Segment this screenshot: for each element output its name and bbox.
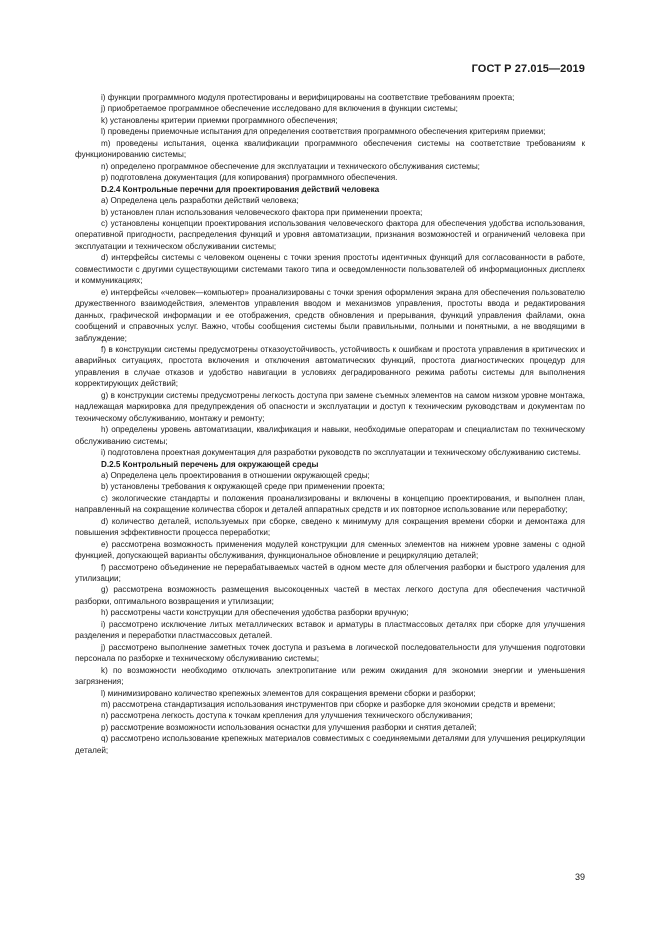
section-heading: D.2.4 Контрольные перечни для проектирования действий человека [101,184,380,194]
list-item: h) рассмотрены части конструкции для обеспечения удобства разборки вручную; [101,608,409,618]
list-item: q) рассмотрено использование крепежных материалов совместимых с соединяемыми деталями для улучшения рециркуляции деталей; [75,734,585,755]
list-item: b) установлен план использования человеческого фактора при применении проекта; [101,207,423,217]
list-item: n) рассмотрена легкость доступа к точкам крепления для улучшения технического обслуживания; [101,711,473,721]
list-item: k) по возможности необходимо отключать электропитание или режим ожидания для экономии энергии и уменьшения загрязнения; [75,665,585,687]
list-item: c) экологические стандарты и положения проанализированы и включены в концепцию проектирования, и выполнен план, направленный на сокращение количества сборок и деталей аппаратных средств и их повторное использование или переработку; [75,493,585,515]
document-id: ГОСТ Р 27.015—2019 [471,63,585,75]
list-item: k) установлены критерии приемки программного обеспечения; [101,115,338,125]
list-item: a) Определена цель проектирования в отношении окружающей среды; [101,470,370,480]
list-item: e) интерфейсы «человек—компьютер» проанализированы с точки зрения оформления экрана для обеспечения пользователю дружественного взаимодействия, элементов управления вводом и механизмов управления, простоты ввода и редактирования данных, графической информации и ее отображения, средств обновления и прерывания, функций управления файлами, окна сообщений и справочных услуг. Важно, чтобы сообщения системы были правильными, полными и понятными, а не вводящими в заблуждение; [75,287,585,343]
list-item: i) подготовлена проектная документация для разработки руководств по эксплуатации и техническому обслуживанию системы. [101,448,581,458]
list-item: d) количество деталей, используемых при сборке, сведено к минимуму для сокращения времени сборки и демонтажа для повышения эффективности процесса переработки; [75,516,585,538]
list-item: g) рассмотрена возможность размещения высокоценных частей в местах легкого доступа для обеспечения частичной разборки, оптимального возвращения и утилизации; [75,585,585,606]
list-item: m) проведены испытания, оценка квалификации программного обеспечения системы на соответствие требованиям к функционированию системы; [75,138,585,160]
list-item: l) минимизировано количество крепежных элементов для сокращения времени сборки и разборки; [101,688,476,698]
section-heading: D.2.5 Контрольный перечень для окружающей среды [101,459,319,469]
list-item: i) рассмотрено исключение литых металлических вставок и арматуры в пластмассовых деталях при сборке для улучшения разделения и переработки пластмассовых деталей. [75,619,585,641]
list-item: i) функции программного модуля протестированы и верифицированы на соответствие требованиям проекта; [101,93,515,102]
list-item: f) рассмотрено объединение не перерабатываемых частей в одном месте для облегчения разборки и быстрого удаления для утилизации; [75,562,585,584]
list-item: a) Определена цель разработки действий человека; [101,196,299,206]
list-item: g) в конструкции системы предусмотрены легкость доступа при замене съемных элементов на самом низком уровне монтажа, надлежащая маркировка для предупреждения об опасности и эксплуатации и доступ к техническим руководствам и документам по техническому обслуживанию, монтажу и ремонту; [75,390,585,423]
list-item: d) интерфейсы системы с человеком оценены с точки зрения простоты идентичных функций для согласованности в работе, совместимости с другими существующими системами такого типа и осведомленности пользователей об информационных дисплеях и коммуникациях; [75,253,585,286]
list-item: m) рассмотрена стандартизация использования инструментов при сборке и разборке для экономии средств и времени; [101,700,556,710]
list-item: f) в конструкции системы предусмотрены отказоустойчивость, устойчивость к ошибкам и простота управления в критических и аварийных ситуациях, простота включения и отключения автоматических функций, простота диагностических процедур для управления в случае отказов и удобство навигации в условиях деградированного режима работы системы для выполнения корректирующих действий; [75,344,585,389]
list-item: j) приобретаемое программное обеспечение исследовано для включения в функции системы; [101,104,458,114]
list-item: h) определены уровень автоматизации, квалификация и навыки, необходимые операторам и специалистам по техническому обслуживанию системы; [75,425,585,446]
list-item: e) рассмотрена возможность применения модулей конструкции для сменных элементов на нижнем уровне замены с одной функцией, допускающей варианты обслуживания, функциональное обновление и рециркуляцию деталей; [75,539,585,561]
list-item: p) рассмотрение возможности использования оснастки для улучшения разборки и снятия деталей; [101,722,477,732]
list-item: c) установлены концепции проектирования использования человеческого фактора для обеспечения удобства использования, оперативной пригодности, распределения функций и уровня автоматизации, признания возможностей и ограничений человека при эксплуатации и техническом обслуживании системы; [75,218,585,251]
document-body [75,92,585,756]
list-item: p) подготовлена документация (для копирования) программного обеспечения. [101,173,398,183]
page-number: 39 [574,872,585,882]
list-item: j) рассмотрено выполнение заметных точек доступа и разъема в логической последовательности для улучшения подготовки персонала по разборке и техническому обслуживанию системы; [75,642,585,664]
list-item: b) установлены требования к окружающей среде при применении проекта; [101,482,385,492]
list-item: n) определено программное обеспечение для эксплуатации и технического обслуживания системы; [101,161,480,171]
list-item: l) проведены приемочные испытания для определения соответствия программного обеспечения критериям приемки; [101,127,546,137]
